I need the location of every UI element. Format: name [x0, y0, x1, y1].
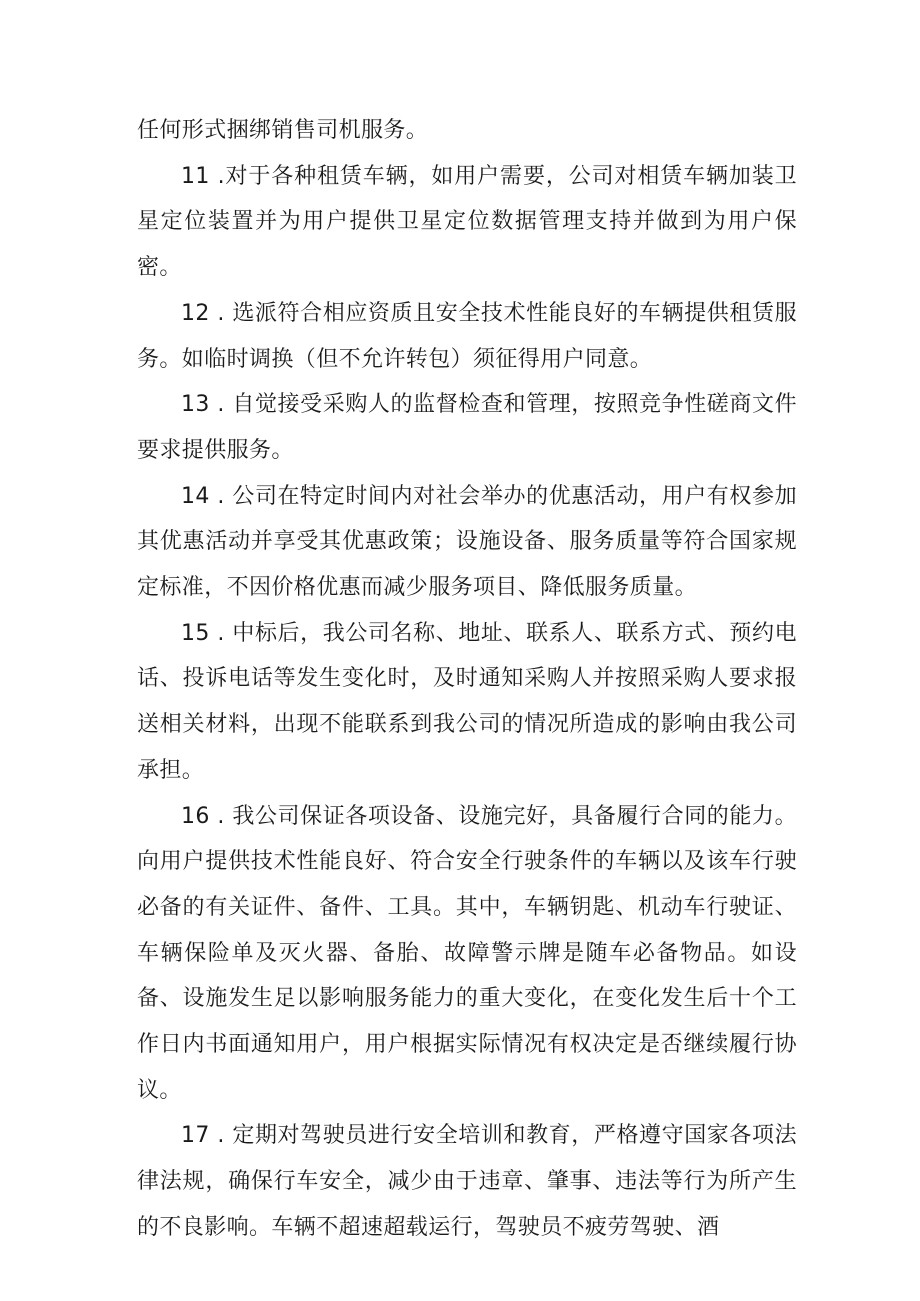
paragraph-item-14: 14 . 公司在特定时间内对社会举办的优惠活动，用户有权参加其优惠活动并享受其优惠政策；设施设备、服务质量等符合国家规定标准，不因价格优惠而减少服务项目、降低服务质量。	[137, 483, 797, 601]
paragraph-item-15: 15 . 中标后，我公司名称、地址、联系人、联系方式、预约电话、投诉电话等发生变化时，及时通知采购人并按照采购人要求报送相关材料，出现不能联系到我公司的情况所造成的影响由我公司承担。	[137, 620, 797, 783]
document-page	[137, 108, 797, 1251]
paragraph-item-13: 13 . 自觉接受采购人的监督检查和管理，按照竞争性磋商文件要求提供服务。	[137, 392, 797, 463]
paragraph-item-11: 11 .对于各种租赁车辆，如用户需要，公司对相赁车辆加装卫星定位装置并为用户提供卫星定位数据管理支持并做到为用户保密。	[137, 163, 797, 281]
paragraph-item-17: 17 . 定期对驾驶员进行安全培训和教育，严格遵守国家各项法律法规，确保行车安全，减少由于违章、肇事、违法等行为所产生的不良影响。车辆不超速超载运行，驾驶员不疲劳驾驶、酒	[137, 1123, 797, 1240]
paragraph-item-12: 12 . 选派符合相应资质且安全技术性能良好的车辆提供租赁服务。如临时调换（但不允许转包）须征得用户同意。	[137, 300, 797, 372]
paragraph-item-16: 16 . 我公司保证各项设备、设施完好，具备履行合同的能力。向用户提供技术性能良好、符合安全行驶条件的车辆以及该车行驶必备的有关证件、备件、工具。其中，车辆钥匙、机动车行驶证、车辆保险单及灭火器、备胎、故障警示牌是随车必备物品。如设备、设施发生足以影响服务能力的重大变化，在变化发生后十个工作日内书面通知用户，用户根据实际情况有权决定是否继续履行协议。	[137, 803, 797, 1103]
paragraph-continuation: 任何形式捆绑销售司机服务。	[137, 118, 429, 143]
